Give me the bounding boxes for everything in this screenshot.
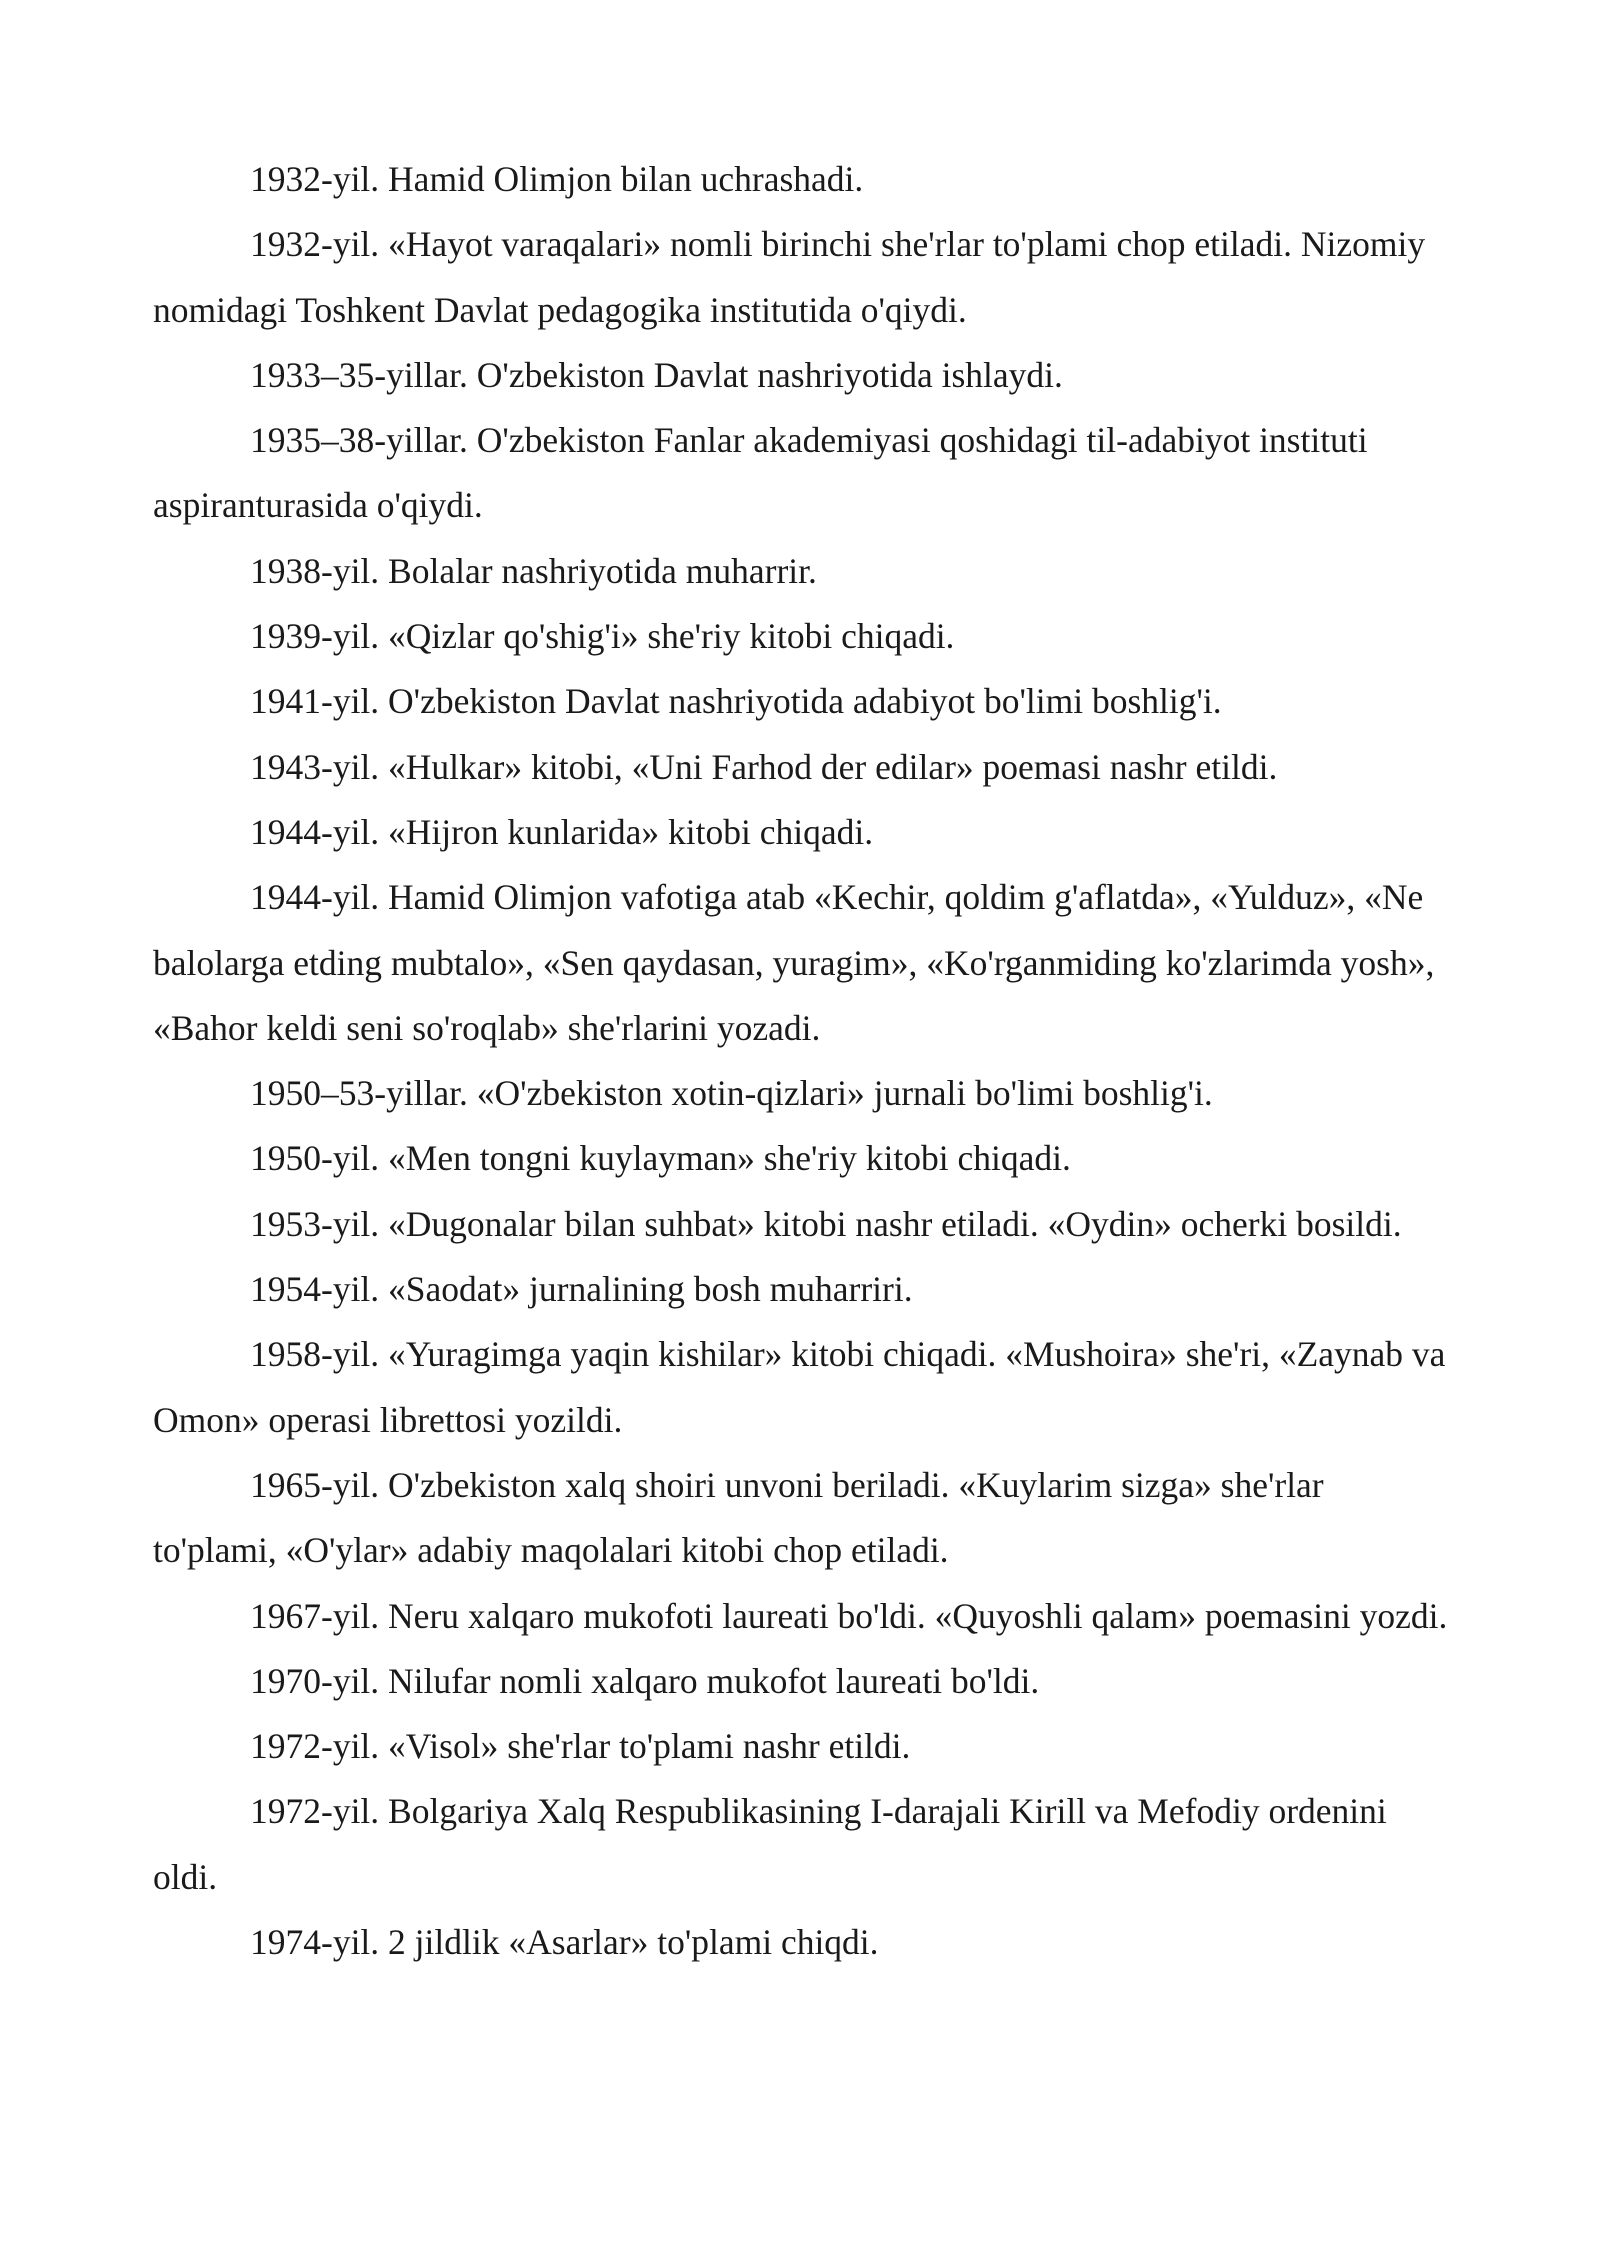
timeline-entry-1941: 1941-yil. O'zbekiston Davlat nashriyotida adabiyot bo'limi boshlig'i. xyxy=(250,681,1222,722)
timeline-entry-1970: 1970-yil. Nilufar nomli xalqaro mukofot laureati bo'ldi. xyxy=(250,1660,1040,1701)
timeline-entry-1944-book: 1944-yil. «Hijron kunlarida» kitobi chiqadi. xyxy=(250,811,874,852)
timeline-entry-1974: 1974-yil. 2 jildlik «Asarlar» to'plami chiqdi. xyxy=(250,1922,879,1963)
timeline-entry-1935-38: 1935–38-yillar. O'zbekiston Fanlar akademiyasi qoshidagi til-adabiyot instituti aspiranturasida o'qiydi. xyxy=(153,420,1368,526)
timeline-entry-1950-53: 1950–53-yillar. «O'zbekiston xotin-qizlari» jurnali bo'limi boshlig'i. xyxy=(250,1073,1213,1114)
timeline-entry-1943: 1943-yil. «Hulkar» kitobi, «Uni Farhod der edilar» poemasi nashr etildi. xyxy=(250,746,1278,787)
timeline-entry-1944-poems: 1944-yil. Hamid Olimjon vafotiga atab «Kechir, qoldim g'aflatda», «Yulduz», «Ne balolarga etding mubtalo», «Sen qaydasan, yuragim», «Ko'rganmiding ko'zlarimda yosh», «Bahor keldi seni so'roqlab» she'rlarini yozadi. xyxy=(153,877,1435,1048)
timeline-entry-1958: 1958-yil. «Yuragimga yaqin kishilar» kitobi chiqadi. «Mushoira» she'ri, «Zaynab va Omon» operasi librettosi yozildi. xyxy=(153,1334,1446,1440)
timeline-entry-1950: 1950-yil. «Men tongni kuylayman» she'riy kitobi chiqadi. xyxy=(250,1138,1071,1179)
timeline-entry-1932-meeting: 1932-yil. Hamid Olimjon bilan uchrashadi. xyxy=(250,159,864,199)
timeline-entry-1954: 1954-yil. «Saodat» jurnalining bosh muharriri. xyxy=(250,1269,913,1310)
timeline-entry-1965: 1965-yil. O'zbekiston xalq shoiri unvoni beriladi. «Kuylarim sizga» she'rlar to'plami, «O'ylar» adabiy maqolalari kitobi chop etiladi. xyxy=(153,1464,1324,1571)
timeline-entry-1953: 1953-yil. «Dugonalar bilan suhbat» kitobi nashr etiladi. «Oydin» ocherki bosildi. xyxy=(250,1203,1402,1244)
timeline-entry-1939: 1939-yil. «Qizlar qo'shig'i» she'riy kitobi chiqadi. xyxy=(250,616,955,657)
timeline-entry-1972-visol: 1972-yil. «Visol» she'rlar to'plami nashr etildi. xyxy=(250,1726,911,1767)
timeline-entry-1932-collection: 1932-yil. «Hayot varaqalari» nomli birinchi she'rlar to'plami chop etiladi. Nizomiy nomidagi Toshkent Davlat pedagogika institutida o'qiydi. xyxy=(153,224,1426,330)
document-page xyxy=(153,147,1453,1975)
timeline-entry-1933-35: 1933–35-yillar. O'zbekiston Davlat nashriyotida ishlaydi. xyxy=(250,354,1063,395)
timeline-entry-1967: 1967-yil. Neru xalqaro mukofoti laureati bo'ldi. «Quyoshli qalam» poemasini yozdi. xyxy=(250,1595,1448,1636)
timeline-entry-1972-order: 1972-yil. Bolgariya Xalq Respublikasining I-darajali Kirill va Mefodiy ordenini oldi. xyxy=(153,1791,1387,1897)
timeline-entry-1938: 1938-yil. Bolalar nashriyotida muharrir. xyxy=(250,550,817,591)
